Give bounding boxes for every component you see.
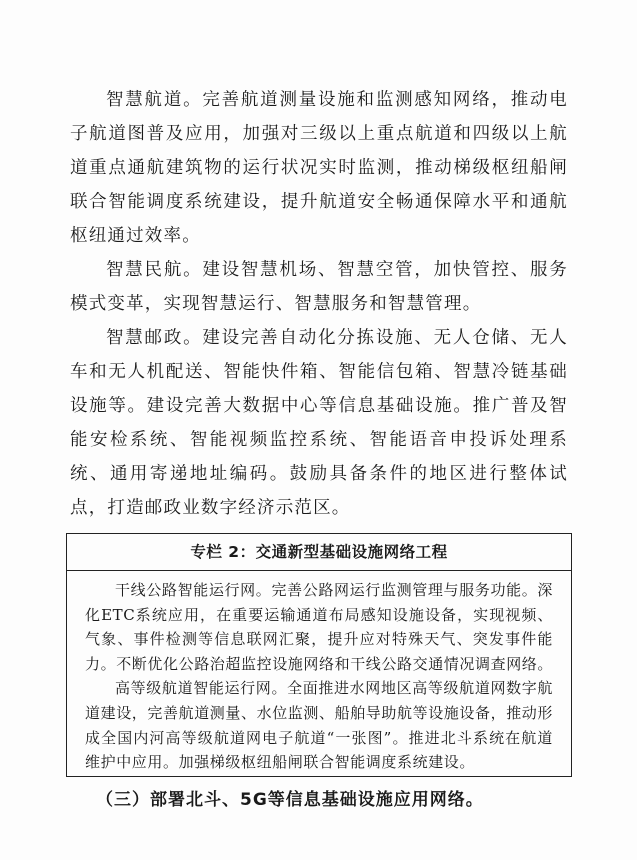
paragraph-smart-postal: 智慧邮政。建设完善自动化分拣设施、无人仓储、无人车和无人机配送、智能快件箱、智能信包箱、智慧冷链基础设施等。建设完善大数据中心等信息基础设施。推广普及智能安检系统、智能视频监控系统、智能语音申投诉处理系统、通用寄递地址编码。鼓励具备条件的地区进行整体试点，打造邮政业数字经济示范区。	[70, 328, 568, 518]
special-column-box	[66, 533, 572, 777]
special-column-title: 专栏 2：交通新型基础设施网络工程	[67, 534, 571, 571]
special-column-paragraph-highway: 干线公路智能运行网。完善公路网运行监测管理与服务功能。深化ETC系统应用，在重要运输通道布局感知设施设备，实现视频、气象、事件检测等信息联网汇聚，提升应对特殊天气、突发事件能力。不断优化公路治超监控设施网络和干线公路交通情况调查网络。	[85, 581, 554, 673]
paragraph-smart-waterway: 智慧航道。完善航道测量设施和监测感知网络，推动电子航道图普及应用，加强对三级以上重点航道和四级以上航道重点通航建筑物的运行状况实时监测，推动梯级枢纽船闸联合智能调度系统建设，提升航道安全畅通保障水平和通航枢纽通过效率。	[70, 90, 568, 246]
section-heading: （三）部署北斗、5G等信息基础设施应用网络。	[96, 790, 484, 810]
paragraph-smart-civil-aviation: 智慧民航。建设智慧机场、智慧空管，加快管控、服务模式变革，实现智慧运行、智慧服务和智慧管理。	[70, 260, 568, 314]
special-column-paragraph-waterway: 高等级航道智能运行网。全面推进水网地区高等级航道网数字航道建设，完善航道测量、水位监测、船舶导助航等设施设备，推动形成全国内河高等级航道网电子航道“一张图”。推进北斗系统在航道维护中应用。加强梯级枢纽船闸联合智能调度系统建设。	[85, 679, 554, 772]
special-column-body	[67, 571, 571, 775]
